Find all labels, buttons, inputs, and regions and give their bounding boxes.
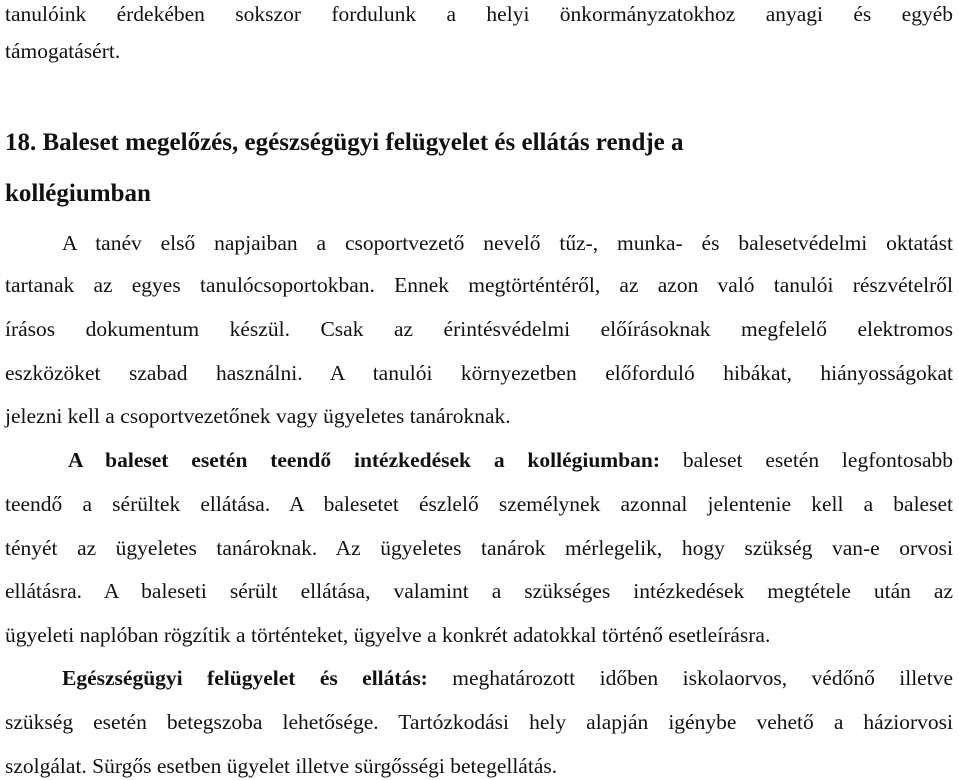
paragraph-1-line-3: írásos dokumentum készül. Csak az érintésvédelmi előírásoknak megfelelő elektromos	[5, 317, 953, 341]
paragraph-1-line-2: tartanak az egyes tanulócsoportokban. Ennek megtörténtéről, az azon való tanulói részvételről	[5, 273, 953, 297]
paragraph-2-line-3: tényét az ügyeletes tanároknak. Az ügyeletes tanárok mérlegelik, hogy szükség van-e orvosi	[5, 536, 953, 560]
paragraph-1-line-5: jelezni kell a csoportvezetőnek vagy ügyeletes tanároknak.	[5, 404, 511, 428]
section-heading-line-2: kollégiumban	[5, 180, 151, 207]
paragraph-3-bold-lead: Egészségügyi felügyelet és ellátás:	[62, 666, 428, 690]
paragraph-3-line-1	[62, 664, 953, 692]
paragraph-3-line-2: szükség esetén betegszoba lehetősége. Tartózkodási hely alapján igénybe vehető a háziorvosi	[5, 710, 953, 734]
paragraph-2-line-2: teendő a sérültek ellátása. A balesetet észlelő személynek azonnal jelentenie kell a baleset	[5, 492, 953, 516]
paragraph-1-line-1: A tanév első napjaiban a csoportvezető nevelő tűz-, munka- és balesetvédelmi oktatást	[62, 231, 953, 255]
text-line-1: tanulóink érdekében sokszor fordulunk a helyi önkormányzatokhoz anyagi és egyéb	[5, 2, 953, 26]
paragraph-2-line-1	[68, 446, 953, 474]
paragraph-2-line-1-rest: baleset esetén legfontosabb	[660, 448, 953, 472]
paragraph-2-line-5: ügyeleti naplóban rögzítik a történteket, ügyelve a konkrét adatokkal történő esetleírásra.	[5, 623, 771, 647]
text-line-2: támogatásért.	[5, 39, 121, 63]
paragraph-3-line-1-rest: meghatározott időben iskolaorvos, védőnő illetve	[427, 666, 953, 690]
paragraph-1-line-4: eszközöket szabad használni. A tanulói környezetben előforduló hibákat, hiányosságokat	[5, 361, 953, 385]
paragraph-3-line-3: szolgálat. Sürgős esetben ügyelet illetve sürgősségi betegellátás.	[5, 754, 558, 778]
section-heading-line-1: 18. Baleset megelőzés, egészségügyi felügyelet és ellátás rendje a	[5, 129, 684, 156]
paragraph-2-bold-lead: A baleset esetén teendő intézkedések a kollégiumban:	[68, 448, 661, 472]
paragraph-2-line-4: ellátásra. A baleseti sérült ellátása, valamint a szükséges intézkedések megtétele után az	[5, 579, 953, 603]
